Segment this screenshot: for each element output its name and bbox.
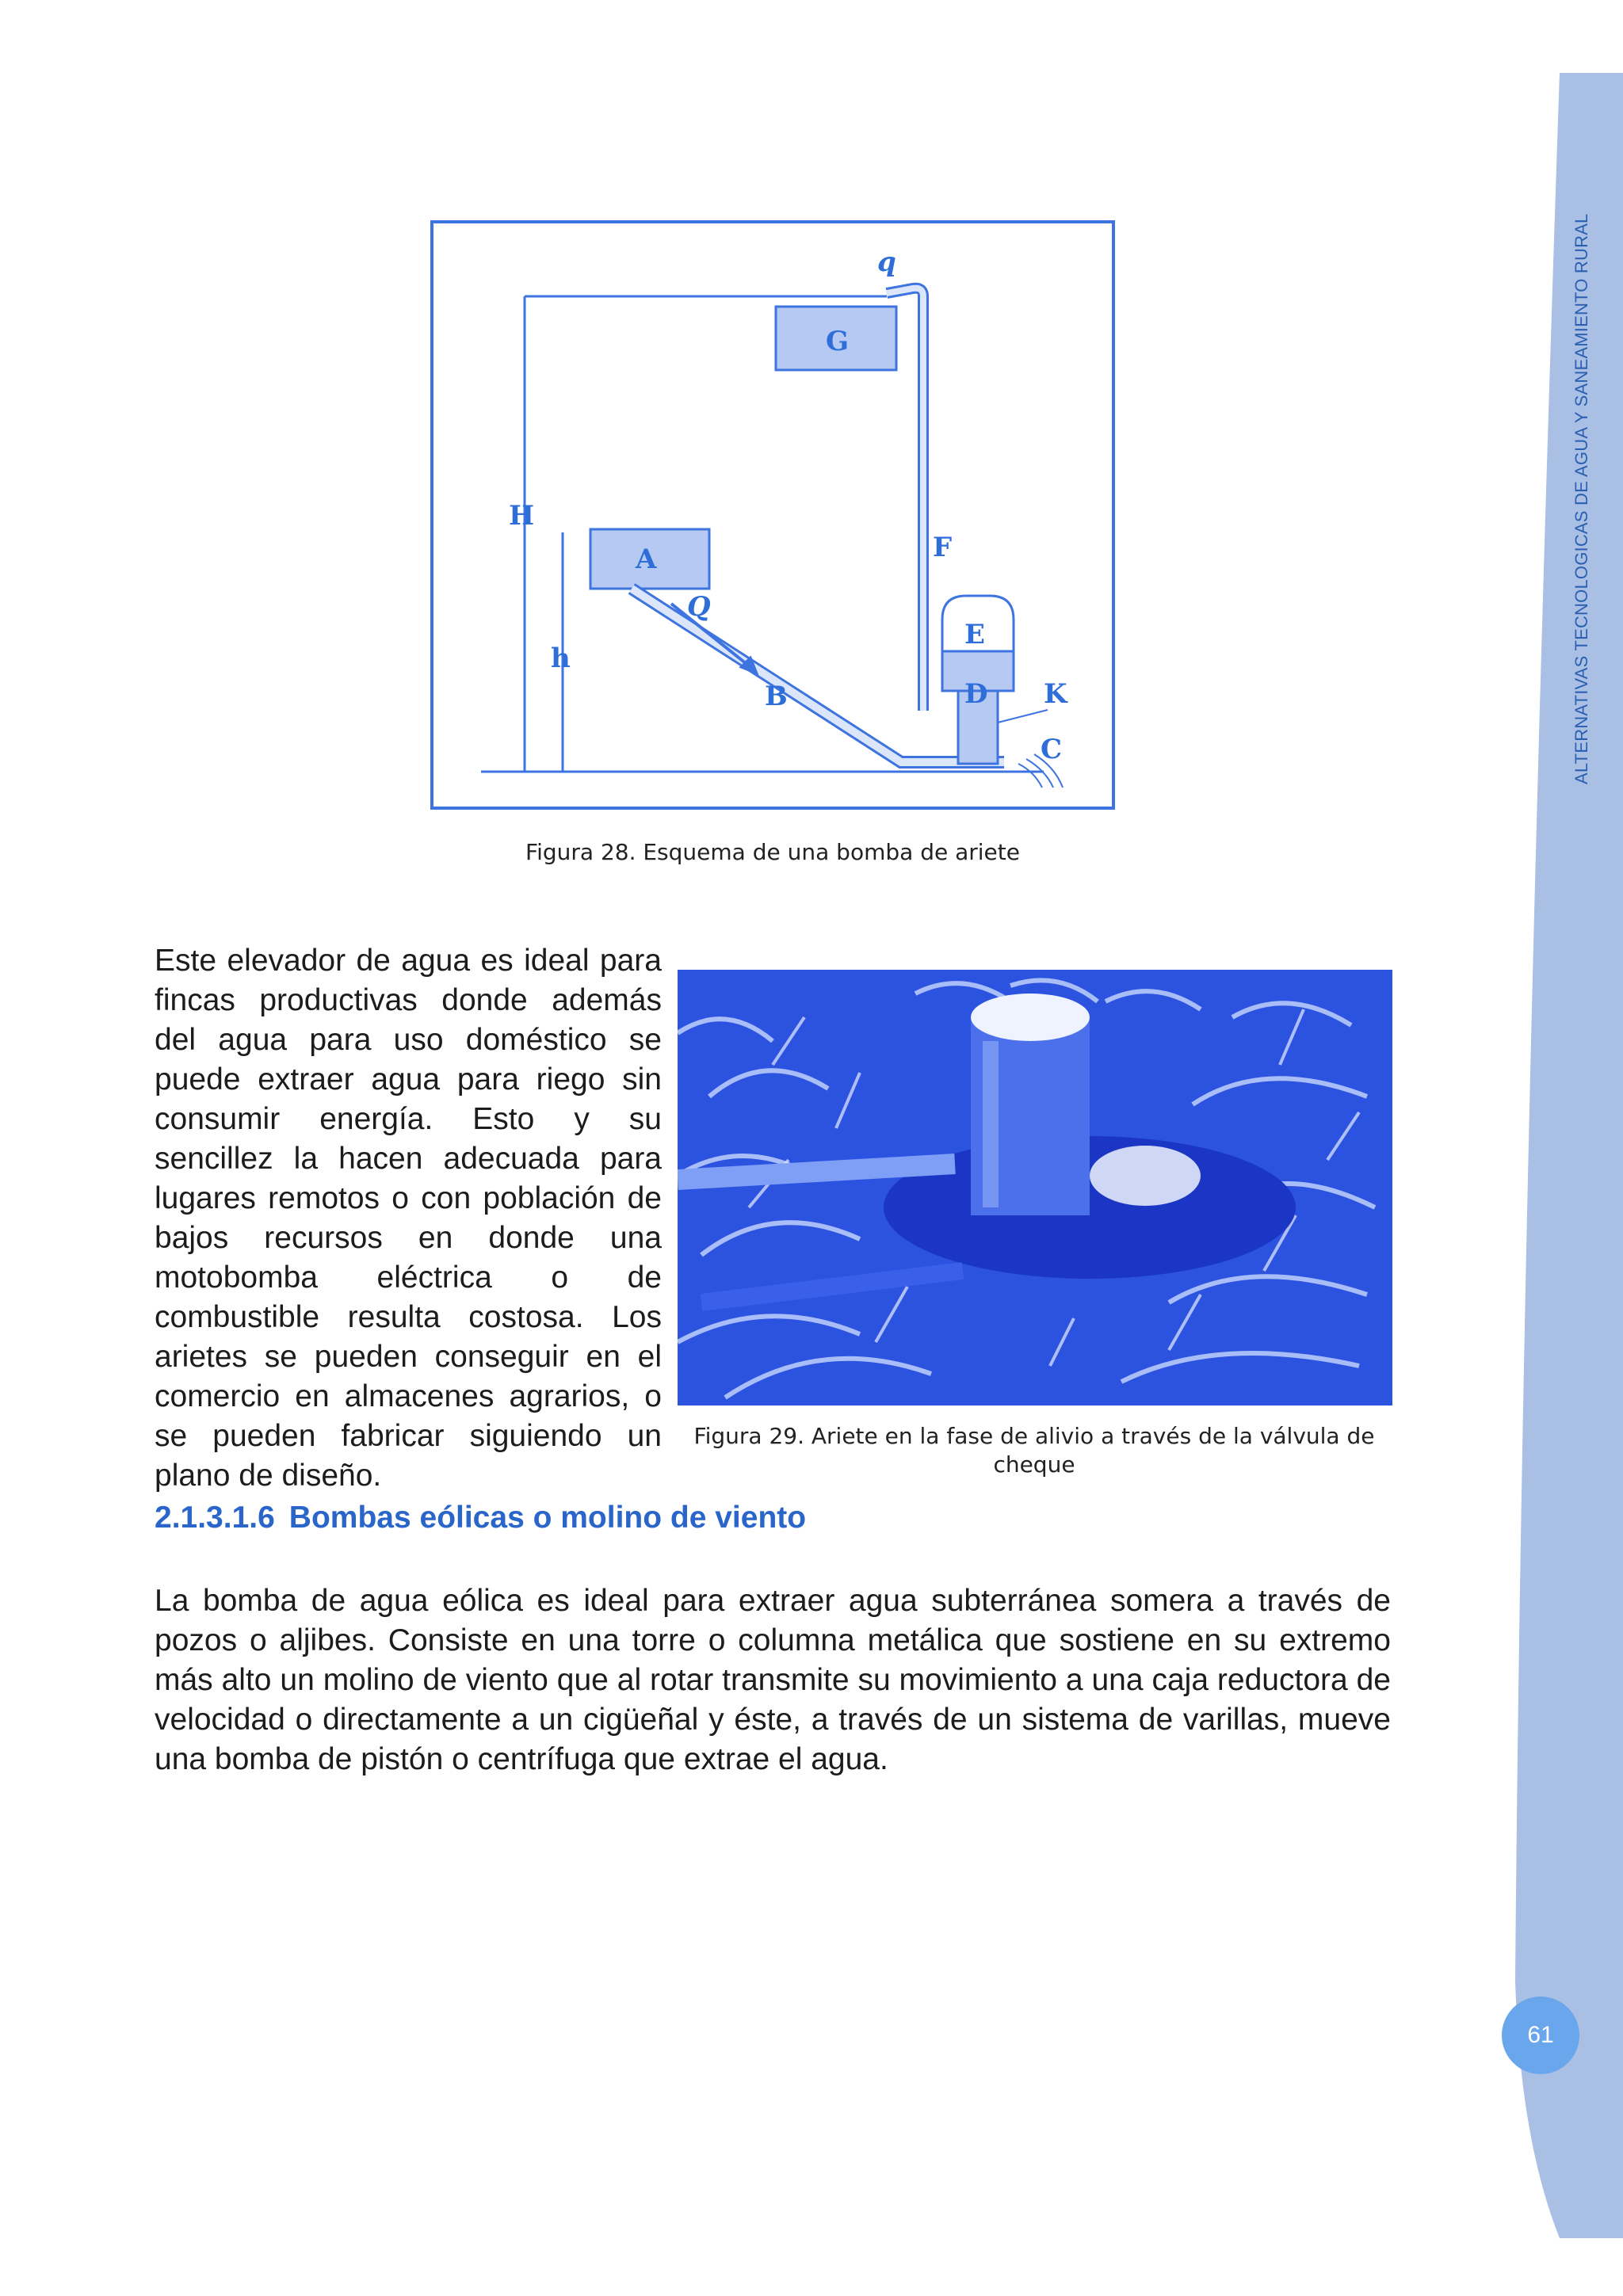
label-q: q	[877, 246, 896, 278]
label-q-flow: Q	[687, 591, 711, 623]
section-number: 2.1.3.1.6	[155, 1501, 275, 1535]
label-c: C	[1041, 734, 1063, 765]
paragraph-ram-pump: Este elevador de agua es ideal para fincas productivas donde además del agua para uso doméstico se puede extraer agua para riego sin consumir energía. Esto y su sencillez la hacen adecuada para lugares remotos o con población de bajos recursos en donde una motobomba eléctrica o de combustible resulta costosa. Los arietes se pueden conseguir en el comercio en almacenes agrarios, o se pueden fabricar siguiendo un plano de diseño.	[155, 944, 662, 1493]
label-k: K	[1044, 678, 1067, 710]
label-f: F	[933, 532, 953, 563]
label-d: D	[964, 678, 988, 710]
figure-28-diagram	[430, 220, 1115, 810]
figure-28-caption: Figura 28. Esquema de una bomba de ariete	[525, 839, 1020, 865]
figure-29-photo	[678, 970, 1392, 1405]
figure-29-caption: Figura 29. Ariete en la fase de alivio a través de la válvula de cheque	[693, 1423, 1375, 1478]
label-h-upper: H	[509, 500, 535, 532]
section-heading	[155, 1501, 1391, 1535]
label-g: G	[826, 326, 850, 357]
paragraph-wind-pump: La bomba de agua eólica es ideal para extraer agua subterránea somera a través de pozos o aljibes. Consiste en una torre o columna metálica que sostiene en su extremo más alto un molino de viento que al rotar transmite su movimiento a una caja reductora de velocidad o directamente a un cigüeñal y éste, a través de un sistema de varillas, mueve una bomba de pistón o centrífuga que extrae el agua.	[155, 1584, 1391, 1776]
label-h-lower: h	[551, 643, 571, 674]
section-title: Bombas eólicas o molino de viento	[288, 1501, 807, 1535]
page-number-badge: 61	[1502, 1997, 1579, 2074]
label-e: E	[964, 619, 985, 650]
label-a: A	[636, 543, 657, 575]
side-title: ALTERNATIVAS TECNOLOGICAS DE AGUA Y SANEAMIENTO RURAL	[1571, 213, 1591, 784]
ram-pump-schematic	[433, 223, 1112, 807]
ram-pump-photo	[678, 970, 1392, 1405]
label-b: B	[765, 681, 788, 712]
